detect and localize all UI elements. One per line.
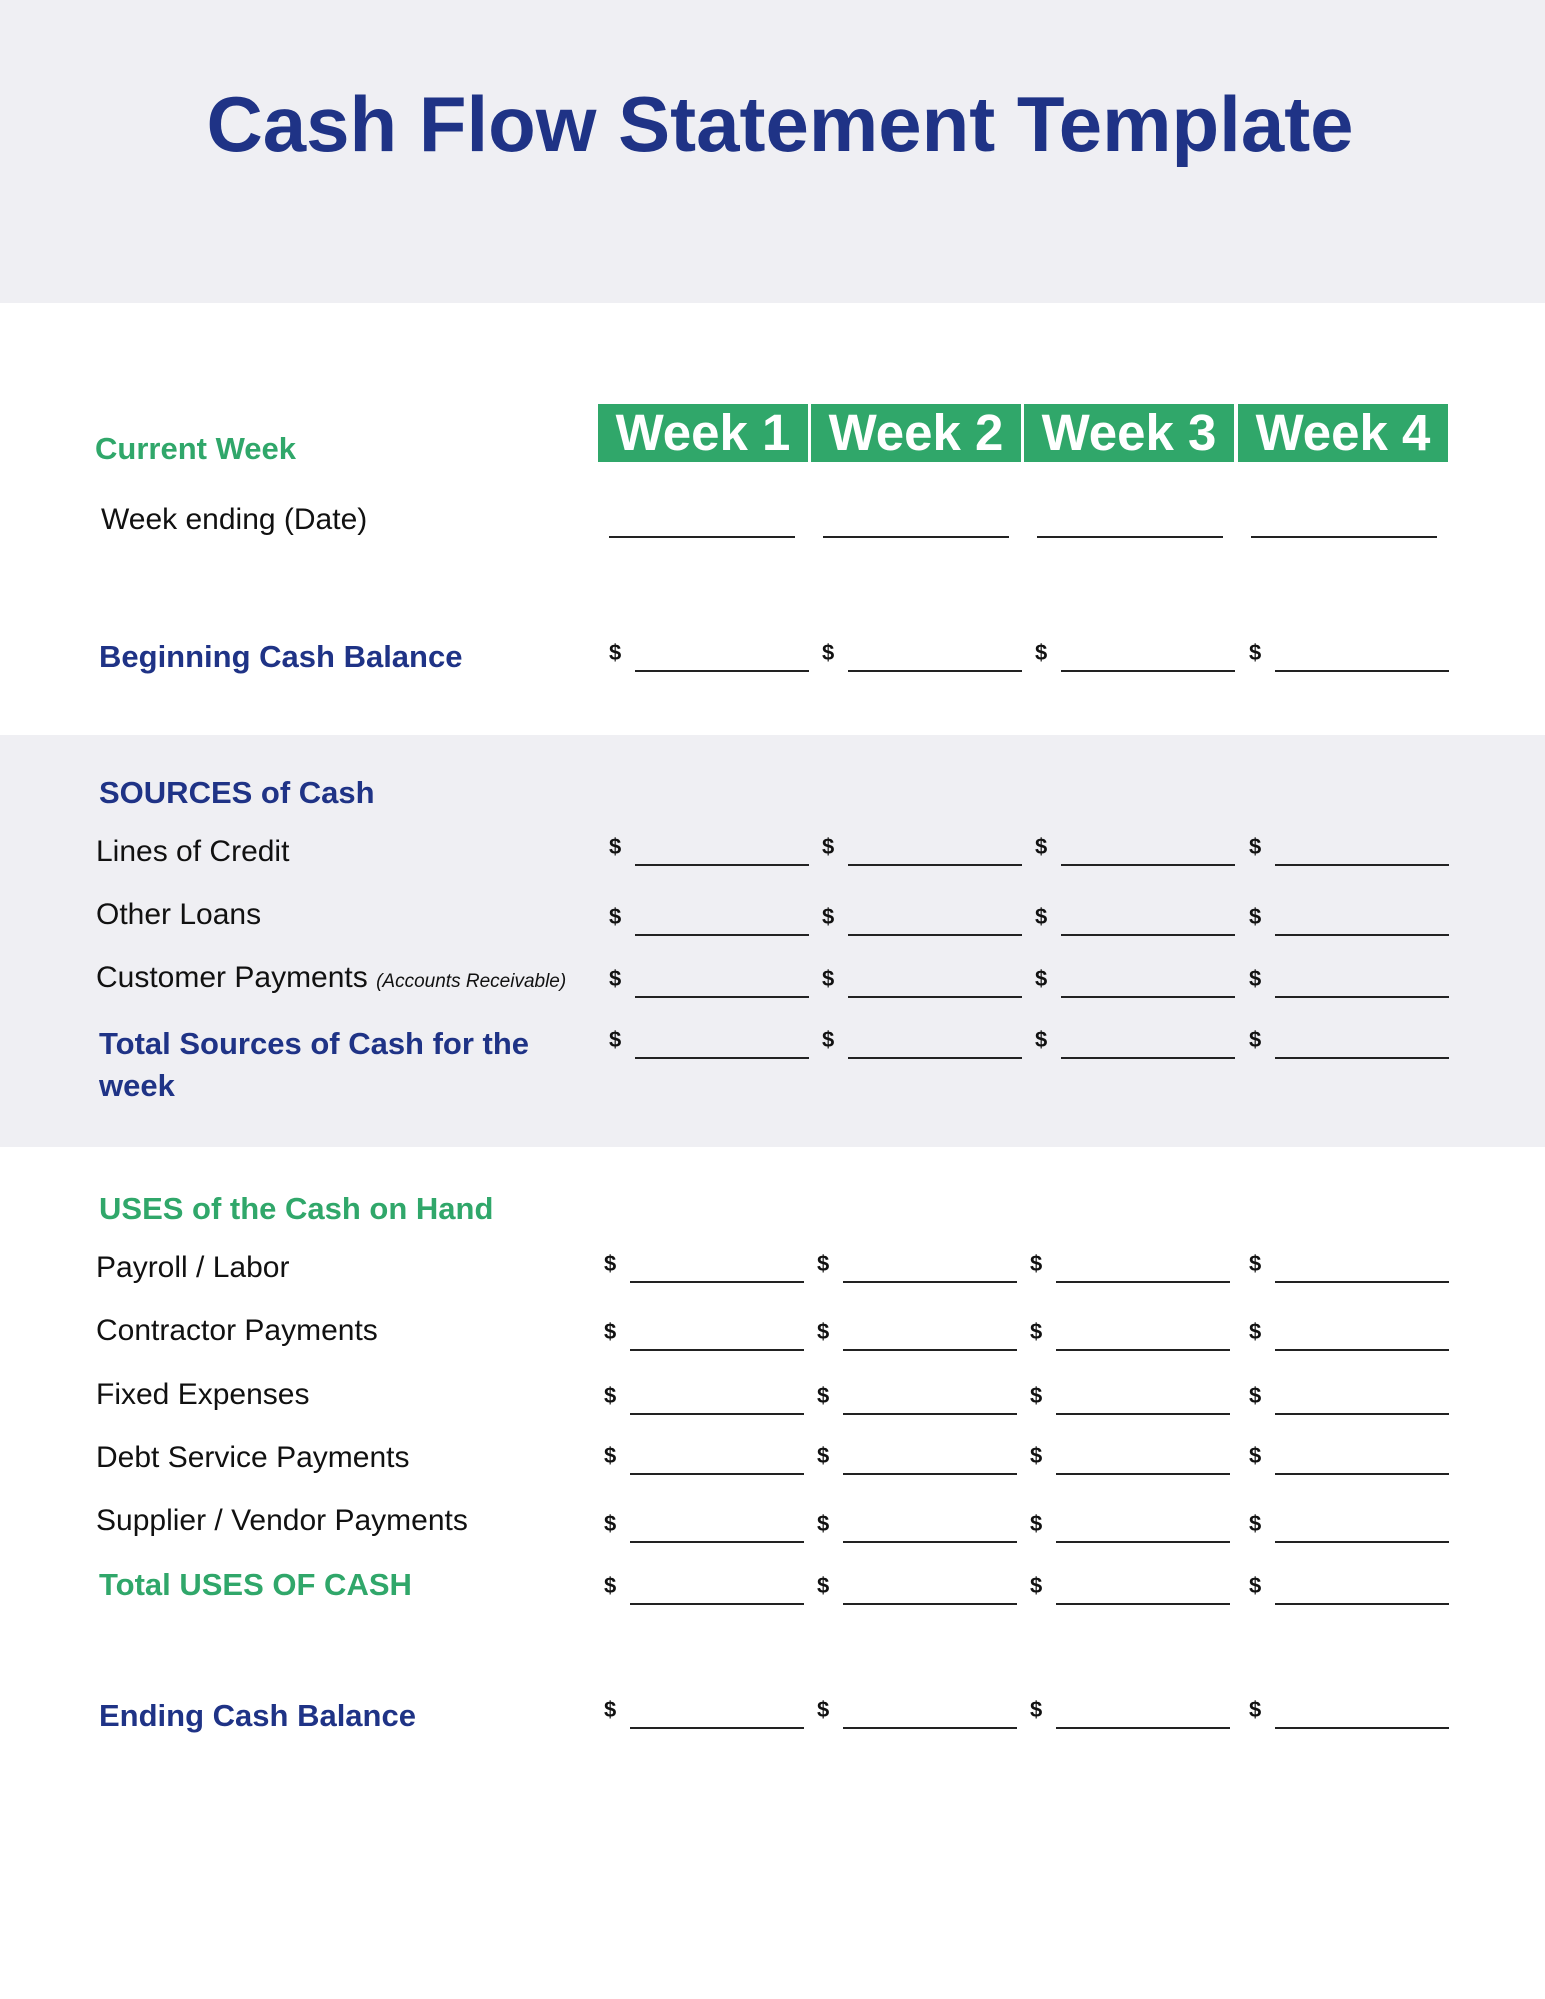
dollar-sign: $ (609, 904, 622, 929)
debt-service-week-1-field[interactable] (604, 1443, 804, 1483)
beginning-week-2-field[interactable] (822, 640, 1022, 680)
dollar-sign: $ (1249, 966, 1262, 991)
dollar-sign: $ (1030, 1511, 1043, 1536)
dollar-sign: $ (822, 1027, 835, 1052)
customer-payments-week-1-field[interactable] (609, 966, 809, 1006)
dollar-sign: $ (1249, 834, 1262, 859)
total-uses-week-1-field[interactable] (604, 1573, 804, 1613)
dollar-sign: $ (1030, 1697, 1043, 1722)
contractor-week-4-field[interactable] (1249, 1319, 1449, 1359)
fixed-expenses-week-4-field[interactable] (1249, 1383, 1449, 1423)
beginning-week-3-field[interactable] (1035, 640, 1235, 680)
supplier-week-1-field[interactable] (604, 1511, 804, 1551)
ending-cash-label: Ending Cash Balance (99, 1698, 416, 1733)
week-3-date-field[interactable] (1037, 536, 1223, 538)
dollar-sign: $ (604, 1251, 617, 1276)
week-ending-label: Week ending (Date) (101, 503, 368, 536)
dollar-sign: $ (609, 834, 622, 859)
week-1-date-field[interactable] (609, 536, 795, 538)
supplier-week-3-field[interactable] (1030, 1511, 1230, 1551)
dollar-sign: $ (604, 1383, 617, 1408)
other-loans-week-4-field[interactable] (1249, 904, 1449, 944)
dollar-sign: $ (817, 1383, 830, 1408)
dollar-sign: $ (1249, 1511, 1262, 1536)
dollar-sign: $ (1249, 1573, 1262, 1598)
total-uses-label (99, 1567, 412, 1603)
dollar-sign: $ (1249, 1027, 1262, 1052)
row-label-supplier: Supplier / Vendor Payments (96, 1504, 468, 1537)
dollar-sign: $ (822, 966, 835, 991)
page-title: Cash Flow Statement Template (206, 80, 1354, 168)
dollar-sign: $ (817, 1511, 830, 1536)
dollar-sign: $ (1035, 966, 1048, 991)
total-sources-week-1-field[interactable] (609, 1027, 809, 1067)
total-sources-week-4-field[interactable] (1249, 1027, 1449, 1067)
dollar-sign: $ (1249, 904, 1262, 929)
dollar-sign: $ (822, 640, 835, 665)
ending-week-2-field[interactable] (817, 1697, 1017, 1737)
dollar-sign: $ (1249, 1319, 1262, 1344)
dollar-sign: $ (1249, 640, 1262, 665)
dollar-sign: $ (604, 1511, 617, 1536)
total-uses-week-2-field[interactable] (817, 1573, 1017, 1613)
fixed-expenses-week-1-field[interactable] (604, 1383, 804, 1423)
row-label-debt-service: Debt Service Payments (96, 1441, 410, 1474)
row-label-other-loans: Other Loans (96, 898, 262, 931)
beginning-cash-label: Beginning Cash Balance (99, 639, 463, 674)
dollar-sign: $ (1030, 1251, 1043, 1276)
lines-of-credit-week-3-field[interactable] (1035, 834, 1235, 874)
week-2-date-field[interactable] (823, 536, 1009, 538)
dollar-sign: $ (1030, 1573, 1043, 1598)
dollar-sign: $ (1249, 1251, 1262, 1276)
sources-heading-rest: of Cash (252, 775, 375, 810)
week-4-header: Week 4 (1238, 404, 1448, 462)
beginning-week-1-field[interactable] (609, 640, 809, 680)
dollar-sign: $ (1035, 834, 1048, 859)
row-label-customer-payments (96, 961, 566, 995)
dollar-sign: $ (1030, 1383, 1043, 1408)
debt-service-week-4-field[interactable] (1249, 1443, 1449, 1483)
other-loans-week-3-field[interactable] (1035, 904, 1235, 944)
contractor-week-3-field[interactable] (1030, 1319, 1230, 1359)
week-1-header: Week 1 (598, 404, 808, 462)
supplier-week-4-field[interactable] (1249, 1511, 1449, 1551)
total-sources-bold: Total Sources (99, 1026, 302, 1061)
payroll-week-4-field[interactable] (1249, 1251, 1449, 1291)
dollar-sign: $ (817, 1573, 830, 1598)
ending-week-4-field[interactable] (1249, 1697, 1449, 1737)
dollar-sign: $ (604, 1573, 617, 1598)
total-uses-week-4-field[interactable] (1249, 1573, 1449, 1613)
row-label-fixed-expenses: Fixed Expenses (96, 1378, 310, 1411)
sources-heading-bold: SOURCES (99, 775, 253, 810)
beginning-week-4-field[interactable] (1249, 640, 1449, 680)
supplier-week-2-field[interactable] (817, 1511, 1017, 1551)
fixed-expenses-week-2-field[interactable] (817, 1383, 1017, 1423)
dollar-sign: $ (1035, 904, 1048, 929)
dollar-sign: $ (817, 1251, 830, 1276)
dollar-sign: $ (1030, 1319, 1043, 1344)
total-sources-week-3-field[interactable] (1035, 1027, 1235, 1067)
customer-payments-week-3-field[interactable] (1035, 966, 1235, 1006)
dollar-sign: $ (1035, 640, 1048, 665)
debt-service-week-2-field[interactable] (817, 1443, 1017, 1483)
other-loans-week-2-field[interactable] (822, 904, 1022, 944)
dollar-sign: $ (817, 1697, 830, 1722)
lines-of-credit-week-2-field[interactable] (822, 834, 1022, 874)
sources-heading (99, 775, 375, 811)
dollar-sign: $ (609, 1027, 622, 1052)
total-uses-bold: Total (99, 1567, 171, 1602)
dollar-sign: $ (822, 904, 835, 929)
ending-week-1-field[interactable] (604, 1697, 804, 1737)
customer-payments-week-4-field[interactable] (1249, 966, 1449, 1006)
dollar-sign: $ (604, 1697, 617, 1722)
uses-heading: USES of the Cash on Hand (99, 1191, 494, 1226)
payroll-week-1-field[interactable] (604, 1251, 804, 1291)
dollar-sign: $ (1030, 1443, 1043, 1468)
row-label-lines-of-credit: Lines of Credit (96, 835, 290, 868)
dollar-sign: $ (1249, 1697, 1262, 1722)
accounts-receivable-note: (Accounts Receivable) (376, 971, 567, 992)
total-sources-rest: of Cash for the week (99, 1026, 530, 1103)
contractor-week-2-field[interactable] (817, 1319, 1017, 1359)
ending-week-3-field[interactable] (1030, 1697, 1230, 1737)
fixed-expenses-week-3-field[interactable] (1030, 1383, 1230, 1423)
total-sources-label (99, 1023, 599, 1107)
dollar-sign: $ (822, 834, 835, 859)
total-sources-week-2-field[interactable] (822, 1027, 1022, 1067)
dollar-sign: $ (1249, 1383, 1262, 1408)
lines-of-credit-week-1-field[interactable] (609, 834, 809, 874)
total-uses-week-3-field[interactable] (1030, 1573, 1230, 1613)
dollar-sign: $ (817, 1443, 830, 1468)
dollar-sign: $ (609, 640, 622, 665)
dollar-sign: $ (1035, 1027, 1048, 1052)
other-loans-week-1-field[interactable] (609, 904, 809, 944)
dollar-sign: $ (609, 966, 622, 991)
week-4-date-field[interactable] (1251, 536, 1437, 538)
dollar-sign: $ (817, 1319, 830, 1344)
customer-payments-week-2-field[interactable] (822, 966, 1022, 1006)
payroll-week-3-field[interactable] (1030, 1251, 1230, 1291)
week-2-header: Week 2 (811, 404, 1021, 462)
current-week-label: Current Week (95, 431, 296, 466)
dollar-sign: $ (1249, 1443, 1262, 1468)
debt-service-week-3-field[interactable] (1030, 1443, 1230, 1483)
payroll-week-2-field[interactable] (817, 1251, 1017, 1291)
row-label-payroll: Payroll / Labor (96, 1251, 290, 1284)
lines-of-credit-week-4-field[interactable] (1249, 834, 1449, 874)
row-label-contractor: Contractor Payments (96, 1314, 378, 1347)
dollar-sign: $ (604, 1319, 617, 1344)
contractor-week-1-field[interactable] (604, 1319, 804, 1359)
dollar-sign: $ (604, 1443, 617, 1468)
total-uses-rest: USES OF CASH (170, 1567, 412, 1602)
customer-payments-text: Customer Payments (96, 961, 368, 994)
week-3-header: Week 3 (1024, 404, 1234, 462)
